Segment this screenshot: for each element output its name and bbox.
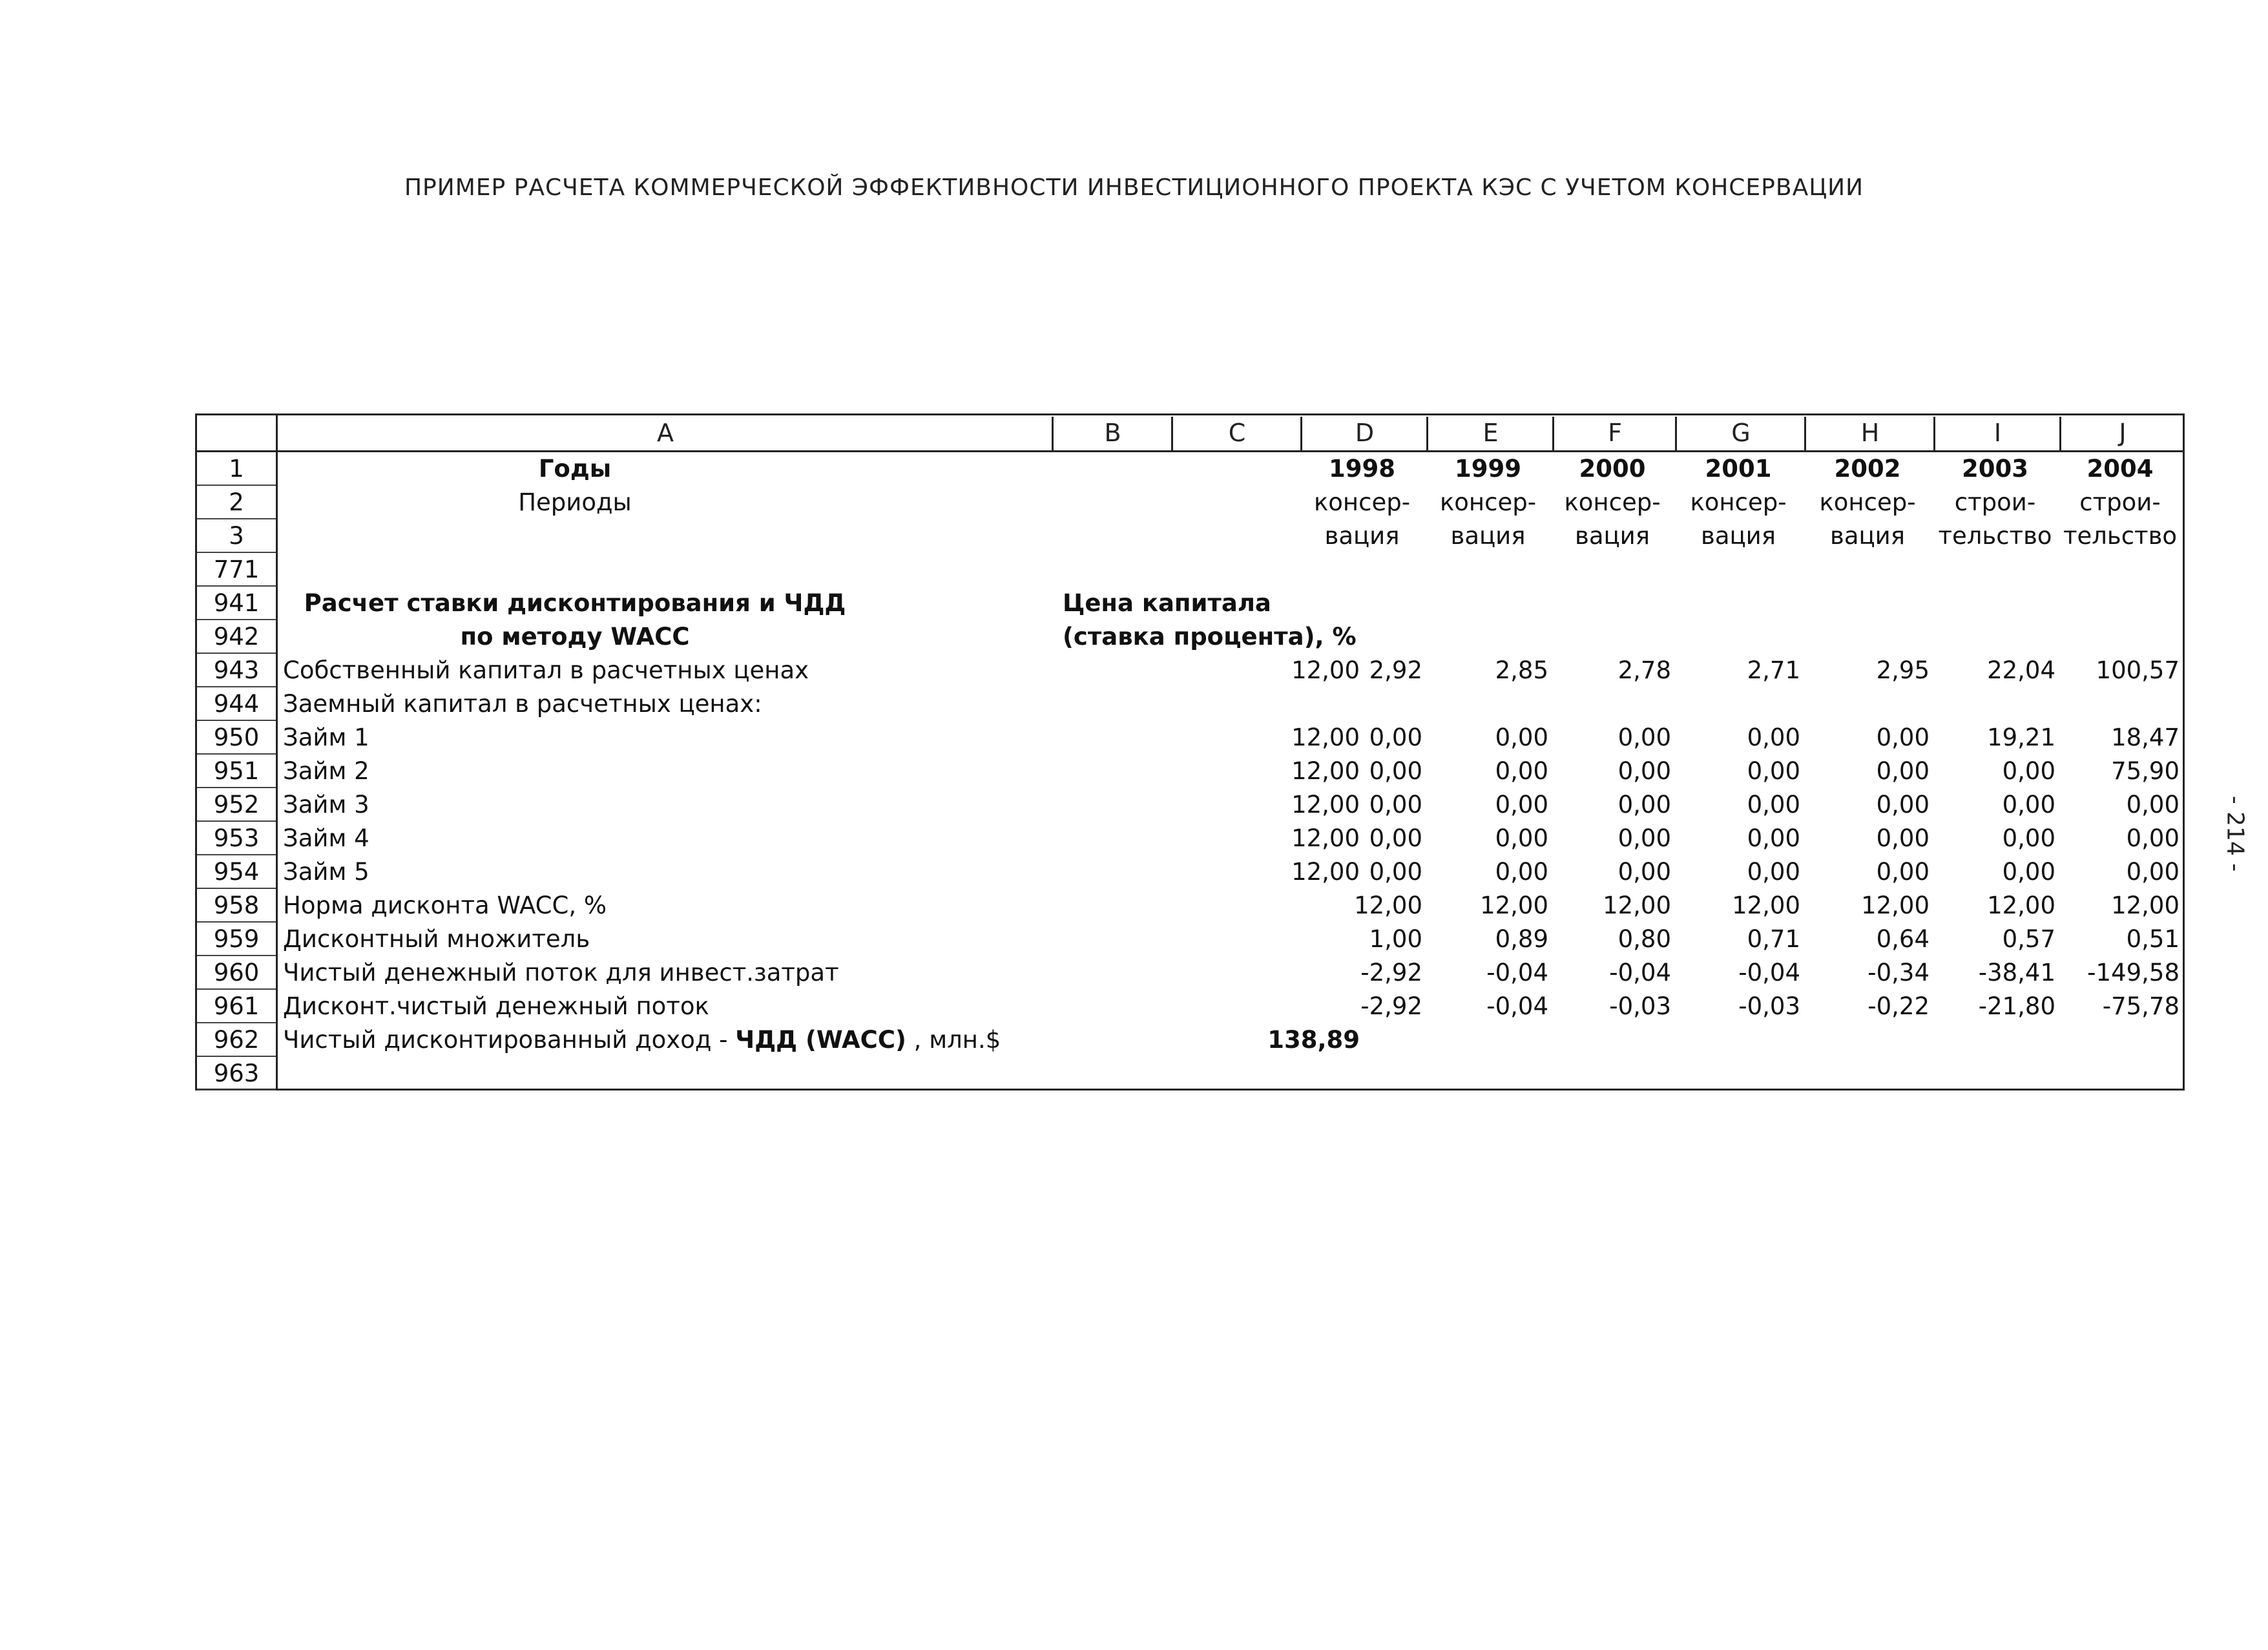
npv-label: Чистый дисконтированный доход - ЧДД (WACC) , млн.$ (283, 1026, 1001, 1054)
year-value: 2,78 (1618, 656, 1671, 684)
year-header: 2001 (1705, 455, 1772, 483)
year-value: 0,00 (1618, 858, 1671, 886)
row-number[interactable]: 2 (197, 486, 276, 519)
year-value: 12,00 (1603, 892, 1671, 919)
column-letter[interactable]: F (1608, 419, 1622, 447)
section-title: Расчет ставки дисконтирования и ЧДД (304, 589, 846, 617)
year-value: 0,00 (1495, 757, 1548, 785)
year-value (1935, 687, 2055, 721)
row-number[interactable]: 951 (197, 755, 276, 788)
periods-label: Периоды (518, 488, 632, 516)
period-line2: тельство (2063, 522, 2178, 550)
period-line2: вация (1324, 522, 1400, 550)
year-value (1805, 687, 1930, 721)
year-value: 0,00 (1747, 757, 1800, 785)
row-number[interactable]: 941 (197, 587, 276, 620)
year-value: 0,00 (1876, 824, 1930, 852)
year-value: -0,34 (1867, 959, 1930, 987)
year-value: 12,00 (1987, 892, 2055, 919)
year-value (1302, 687, 1422, 721)
column-letter[interactable]: J (2119, 419, 2127, 447)
column-separator (1804, 417, 1806, 450)
year-value: 0,64 (1876, 925, 1930, 953)
row-number[interactable]: 942 (197, 620, 276, 654)
year-value: 100,57 (2096, 656, 2180, 684)
year-value (1554, 687, 1671, 721)
row-number[interactable]: 962 (197, 1023, 276, 1057)
year-value (2061, 687, 2180, 721)
year-value: 0,00 (2002, 791, 2055, 819)
column-separator (1552, 417, 1554, 450)
column-letter[interactable]: B (1104, 419, 1121, 447)
year-value: -0,03 (1609, 992, 1671, 1020)
row-label: Норма дисконта WACC, % (283, 892, 607, 919)
years-label: Годы (538, 455, 612, 483)
row-number[interactable]: 952 (197, 788, 276, 822)
column-separator (1426, 417, 1428, 450)
year-value: 12,00 (1861, 892, 1930, 919)
period-line1: строи- (2079, 488, 2161, 516)
year-value: 0,00 (2002, 824, 2055, 852)
row-number[interactable]: 958 (197, 889, 276, 923)
period-line2: вация (1830, 522, 1905, 550)
row-number[interactable]: 959 (197, 923, 276, 956)
year-value: 0,00 (1618, 791, 1671, 819)
rate-value: 12,00 (1291, 757, 1360, 785)
year-value: -0,04 (1486, 959, 1548, 987)
year-value: 0,00 (2126, 791, 2180, 819)
year-value: 0,00 (1369, 858, 1422, 886)
rate-value: 12,00 (1291, 724, 1360, 751)
npv-value: 138,89 (1267, 1026, 1360, 1054)
year-value: -38,41 (1978, 959, 2055, 987)
year-header: 2002 (1834, 455, 1901, 483)
year-value: 12,00 (2111, 892, 2180, 919)
row-number[interactable]: 950 (197, 721, 276, 755)
year-header: 2000 (1579, 455, 1646, 483)
period-line2: вация (1450, 522, 1526, 550)
year-value: 0,00 (2126, 858, 2180, 886)
row-label: Займ 2 (283, 757, 369, 785)
section-subtitle: по методу WACC (460, 623, 690, 651)
row-label: Займ 3 (283, 791, 369, 819)
period-line1: консер- (1313, 488, 1411, 516)
year-value: -2,92 (1360, 992, 1422, 1020)
column-letter[interactable]: G (1731, 419, 1751, 447)
year-value: 22,04 (1987, 656, 2055, 684)
column-separator (1933, 417, 1935, 450)
year-value: 0,00 (1876, 757, 1930, 785)
year-value: 18,47 (2111, 724, 2180, 751)
year-value: -0,04 (1609, 959, 1671, 987)
row-number[interactable]: 3 (197, 519, 276, 553)
year-value: -2,92 (1360, 959, 1422, 987)
column-letter[interactable]: A (657, 419, 674, 447)
year-value: 0,00 (1876, 724, 1930, 751)
year-value: -0,04 (1486, 992, 1548, 1020)
year-value: -75,78 (2102, 992, 2180, 1020)
year-value: 12,00 (1732, 892, 1800, 919)
row-number[interactable]: 961 (197, 990, 276, 1023)
page-number: - 214 - (2221, 795, 2249, 872)
year-value: 0,00 (1495, 858, 1548, 886)
year-value: 0,00 (1495, 791, 1548, 819)
column-letter[interactable]: H (1860, 419, 1880, 447)
year-header: 2004 (2086, 455, 2154, 483)
row-label: Займ 1 (283, 724, 369, 751)
year-value: 0,00 (1369, 724, 1422, 751)
row-number[interactable]: 943 (197, 654, 276, 687)
capital-price-label: Цена капитала (1063, 589, 1271, 617)
year-value: 0,00 (1876, 858, 1930, 886)
column-separator (1171, 417, 1173, 450)
year-value: -21,80 (1978, 992, 2055, 1020)
year-value: -0,04 (1738, 959, 1800, 987)
year-header: 1999 (1455, 455, 1521, 483)
period-line2: вация (1575, 522, 1650, 550)
year-value: 2,92 (1369, 656, 1422, 684)
period-line1: консер- (1690, 488, 1787, 516)
year-value: 12,00 (1480, 892, 1548, 919)
row-label: Дисконт.чистый денежный поток (283, 992, 709, 1020)
year-value: 12,00 (1354, 892, 1422, 919)
spreadsheet (195, 413, 2185, 1091)
year-value: 0,00 (1747, 858, 1800, 886)
row-number[interactable]: 963 (197, 1057, 276, 1091)
year-value: 0,00 (1369, 824, 1422, 852)
row-number[interactable]: 1 (197, 452, 276, 486)
year-value: 2,71 (1747, 656, 1800, 684)
year-value: 0,00 (2002, 757, 2055, 785)
row-label: Чистый денежный поток для инвест.затрат (283, 959, 839, 987)
row-label: Дисконтный множитель (283, 925, 590, 953)
column-letter[interactable]: E (1483, 419, 1499, 447)
column-separator (1675, 417, 1677, 450)
year-value (1676, 687, 1800, 721)
rate-value: 12,00 (1291, 858, 1360, 886)
row-label: Займ 5 (283, 858, 369, 886)
year-value: 0,00 (1747, 824, 1800, 852)
year-header: 2003 (1962, 455, 2028, 483)
period-line1: консер- (1439, 488, 1537, 516)
year-value: 2,85 (1495, 656, 1548, 684)
period-line1: консер- (1819, 488, 1916, 516)
year-value: 0,00 (1495, 724, 1548, 751)
year-value: 0,80 (1618, 925, 1671, 953)
year-value: 0,00 (1618, 757, 1671, 785)
row-label: Заемный капитал в расчетных ценах: (283, 690, 762, 718)
row-number[interactable]: 771 (197, 553, 276, 587)
row-number[interactable]: 960 (197, 956, 276, 990)
year-value: 0,51 (2126, 925, 2180, 953)
year-value: 0,00 (1618, 824, 1671, 852)
row-number[interactable]: 944 (197, 687, 276, 721)
year-value: 19,21 (1987, 724, 2055, 751)
year-value: 0,00 (1618, 724, 1671, 751)
year-value: 2,95 (1876, 656, 1930, 684)
row-number[interactable]: 953 (197, 822, 276, 855)
year-value: 0,00 (1495, 824, 1548, 852)
column-letter[interactable]: I (1993, 419, 2002, 447)
column-letter[interactable]: D (1355, 419, 1375, 447)
rate-value: 12,00 (1291, 791, 1360, 819)
year-value: 0,00 (1747, 724, 1800, 751)
period-line2: вация (1701, 522, 1776, 550)
year-value: 0,89 (1495, 925, 1548, 953)
year-value: 0,00 (1369, 757, 1422, 785)
row-label: Займ 4 (283, 824, 369, 852)
period-line1: консер- (1564, 488, 1661, 516)
rate-value: 12,00 (1291, 824, 1360, 852)
period-line1: строи- (1954, 488, 2036, 516)
year-header: 1998 (1329, 455, 1395, 483)
capital-rate-label: (ставка процента), % (1063, 623, 1357, 651)
year-value (1428, 687, 1548, 721)
column-separator (2059, 417, 2061, 450)
column-separator (1300, 417, 1302, 450)
year-value: 1,00 (1369, 925, 1422, 953)
year-value: -0,03 (1738, 992, 1800, 1020)
year-value: 0,57 (2002, 925, 2055, 953)
rate-value: 12,00 (1291, 656, 1360, 684)
column-letter[interactable]: C (1228, 419, 1246, 447)
row-label: Собственный капитал в расчетных ценах (283, 656, 809, 684)
year-value: 0,00 (1876, 791, 1930, 819)
year-value: -149,58 (2087, 959, 2180, 987)
year-value: 0,00 (2126, 824, 2180, 852)
row-number[interactable]: 954 (197, 855, 276, 889)
year-value: 0,00 (1369, 791, 1422, 819)
year-value: -0,22 (1867, 992, 1930, 1020)
document-title: ПРИМЕР РАСЧЕТА КОММЕРЧЕСКОЙ ЭФФЕКТИВНОСТИ ИНВЕСТИЦИОННОГО ПРОЕКТА КЭС С УЧЕТОМ КОНСЕРВАЦИИ (404, 174, 1864, 201)
period-line2: тельство (1938, 522, 2052, 550)
year-value: 75,90 (2111, 757, 2180, 785)
year-value: 0,71 (1747, 925, 1800, 953)
year-value: 0,00 (1747, 791, 1800, 819)
column-separator (1052, 417, 1054, 450)
year-value: 0,00 (2002, 858, 2055, 886)
